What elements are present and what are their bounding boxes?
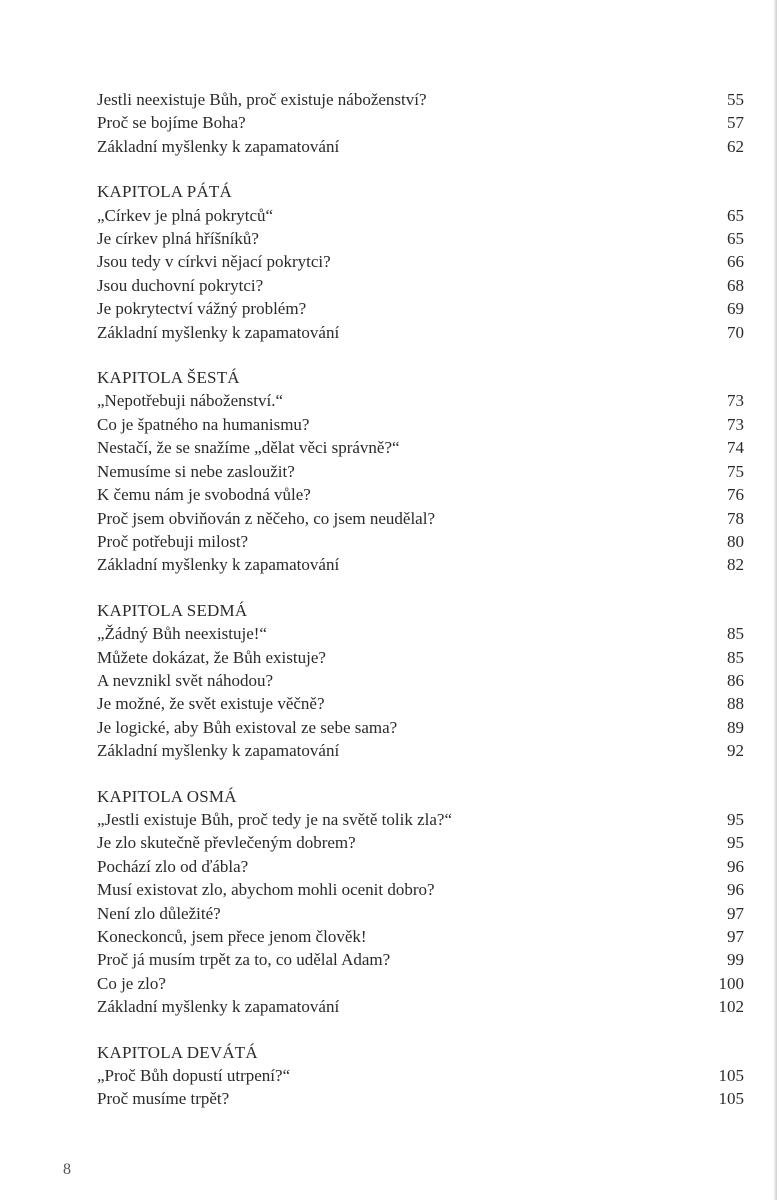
toc-entry-page: 96 <box>727 880 744 900</box>
toc-entry <box>97 460 744 483</box>
toc-entry-page: 55 <box>727 90 744 109</box>
toc-entry-title: Je logické, aby Bůh existoval ze sebe sama? <box>97 717 398 737</box>
toc-entry-page: 73 <box>727 391 744 411</box>
toc-entry <box>97 739 744 762</box>
toc-entry-title: Proč musíme trpět? <box>97 1089 230 1109</box>
chapter-heading: KAPITOLA SEDMÁ <box>97 600 248 620</box>
toc-entry <box>97 1064 744 1087</box>
toc-entry <box>97 902 744 925</box>
toc-entry-page: 73 <box>727 414 744 434</box>
toc-entry-page: 88 <box>727 694 744 714</box>
toc-entry-title: A nevznikl svět náhodou? <box>97 670 274 690</box>
toc-entry-title: Je možné, že svět existuje věčně? <box>97 694 325 714</box>
toc-entry <box>97 507 744 530</box>
toc-entry-page: 105 <box>718 1066 744 1086</box>
toc-entry <box>97 321 744 344</box>
toc-section <box>97 88 744 158</box>
toc-entry-title: Jestli neexistuje Bůh, proč existuje náboženství? <box>97 90 427 109</box>
toc-entry-page: 78 <box>727 508 744 528</box>
toc-entry-title: Nemusíme si nebe zasloužit? <box>97 461 295 481</box>
toc-entry-title: Základní myšlenky k zapamatování <box>97 997 340 1017</box>
toc-entry <box>97 669 744 692</box>
toc-entry-title: Můžete dokázat, že Bůh existuje? <box>97 647 326 667</box>
toc-section <box>97 785 744 1019</box>
toc-entry-page: 85 <box>727 647 744 667</box>
toc-entry-title: Je zlo skutečně převlečeným dobrem? <box>97 833 356 853</box>
toc-entry-title: „Církev je plná pokrytců“ <box>97 205 274 225</box>
toc-entry-title: Základní myšlenky k zapamatování <box>97 741 340 761</box>
toc-entry <box>97 831 744 854</box>
toc-entry-page: 105 <box>718 1089 744 1109</box>
toc-entry-page: 95 <box>727 833 744 853</box>
toc-entry-page: 62 <box>727 136 744 156</box>
toc-entry <box>97 250 744 273</box>
toc-entry <box>97 553 744 576</box>
toc-entry <box>97 436 744 459</box>
toc-entry <box>97 227 744 250</box>
toc-entry <box>97 297 744 320</box>
toc-entry-page: 70 <box>727 322 744 342</box>
toc-entry-page: 57 <box>727 113 744 133</box>
toc-section <box>97 599 744 763</box>
toc-entry-title: Proč já musím trpět za to, co udělal Adam? <box>97 950 391 970</box>
toc-entry-title: „Žádný Bůh neexistuje!“ <box>97 624 267 644</box>
toc-entry-page: 66 <box>727 252 744 272</box>
toc-entry <box>97 948 744 971</box>
toc-entry-title: Pochází zlo od ďábla? <box>97 856 249 876</box>
toc-entry-page: 68 <box>727 275 744 295</box>
toc-entry-page: 75 <box>727 461 744 481</box>
toc-entry <box>97 646 744 669</box>
toc-entry <box>97 716 744 739</box>
toc-entry <box>97 972 744 995</box>
toc-entry <box>97 925 744 948</box>
toc-entry-title: Nestačí, že se snažíme „dělat věci správně?“ <box>97 438 400 458</box>
toc-entry-title: Co je špatného na humanismu? <box>97 414 310 434</box>
toc-entry <box>97 692 744 715</box>
toc-entry-title: Základní myšlenky k zapamatování <box>97 136 340 156</box>
toc-entry-page: 69 <box>727 299 744 319</box>
toc-entry <box>97 483 744 506</box>
toc-entry <box>97 808 744 831</box>
toc-entry <box>97 530 744 553</box>
toc-entry-page: 99 <box>727 950 744 970</box>
toc-section <box>97 1041 744 1111</box>
page-number: 8 <box>63 1161 71 1178</box>
toc-entry-title: Jsou tedy v církvi nějací pokrytci? <box>97 252 331 272</box>
toc-entry <box>97 389 744 412</box>
toc-entry-title: K čemu nám je svobodná vůle? <box>97 485 311 505</box>
chapter-heading: KAPITOLA DEVÁTÁ <box>97 1042 258 1062</box>
toc-entry <box>97 878 744 901</box>
toc-entry-title: Proč potřebuji milost? <box>97 531 249 551</box>
toc-entry-page: 92 <box>727 741 744 761</box>
toc-entry <box>97 111 744 134</box>
toc-entry-page: 97 <box>727 903 744 923</box>
toc-entry-page: 85 <box>727 624 744 644</box>
toc-entry-page: 89 <box>727 717 744 737</box>
toc-entry-page: 86 <box>727 670 744 690</box>
toc-entry-title: Základní myšlenky k zapamatování <box>97 555 340 575</box>
toc-entry <box>97 622 744 645</box>
table-of-contents <box>97 88 744 1133</box>
toc-entry-title: „Jestli existuje Bůh, proč tedy je na světě tolik zla?“ <box>97 809 452 829</box>
chapter-heading: KAPITOLA OSMÁ <box>97 786 237 806</box>
toc-entry-title: Koneckonců, jsem přece jenom člověk! <box>97 927 367 946</box>
toc-entry-page: 102 <box>718 997 744 1017</box>
toc-entry-page: 74 <box>727 438 744 458</box>
toc-section <box>97 180 744 344</box>
toc-entry-page: 76 <box>727 485 744 505</box>
toc-entry <box>97 135 744 158</box>
toc-entry <box>97 88 744 111</box>
toc-entry-title: Je církev plná hříšníků? <box>97 229 259 249</box>
chapter-heading: KAPITOLA ŠESTÁ <box>97 368 240 388</box>
page-edge-shadow <box>773 0 777 1200</box>
toc-entry-title: Proč jsem obviňován z něčeho, co jsem neudělal? <box>97 508 435 528</box>
toc-entry-page: 100 <box>718 973 744 993</box>
toc-entry-title: Není zlo důležité? <box>97 903 221 923</box>
toc-entry-title: Je pokrytectví vážný problém? <box>97 299 307 319</box>
toc-entry-title: Jsou duchovní pokrytci? <box>97 275 264 295</box>
toc-entry-page: 82 <box>727 555 744 575</box>
toc-entry <box>97 855 744 878</box>
toc-entry-page: 80 <box>727 531 744 551</box>
toc-entry-page: 65 <box>727 229 744 249</box>
chapter-heading: KAPITOLA PÁTÁ <box>97 182 232 202</box>
toc-entry-title: Musí existovat zlo, abychom mohli ocenit dobro? <box>97 880 435 900</box>
toc-entry-title: Základní myšlenky k zapamatování <box>97 322 340 342</box>
toc-entry-page: 96 <box>727 856 744 876</box>
toc-section <box>97 366 744 577</box>
toc-entry <box>97 413 744 436</box>
toc-entry-title: „Nepotřebuji náboženství.“ <box>97 391 283 411</box>
toc-entry-title: Proč se bojíme Boha? <box>97 113 246 133</box>
toc-entry-page: 95 <box>727 809 744 829</box>
toc-entry-title: „Proč Bůh dopustí utrpení?“ <box>97 1066 291 1086</box>
toc-entry <box>97 204 744 227</box>
toc-entry <box>97 1087 744 1110</box>
toc-entry <box>97 274 744 297</box>
toc-entry-title: Co je zlo? <box>97 973 166 993</box>
toc-entry <box>97 995 744 1018</box>
toc-entry-page: 65 <box>727 205 744 225</box>
toc-entry-page: 97 <box>727 927 744 946</box>
